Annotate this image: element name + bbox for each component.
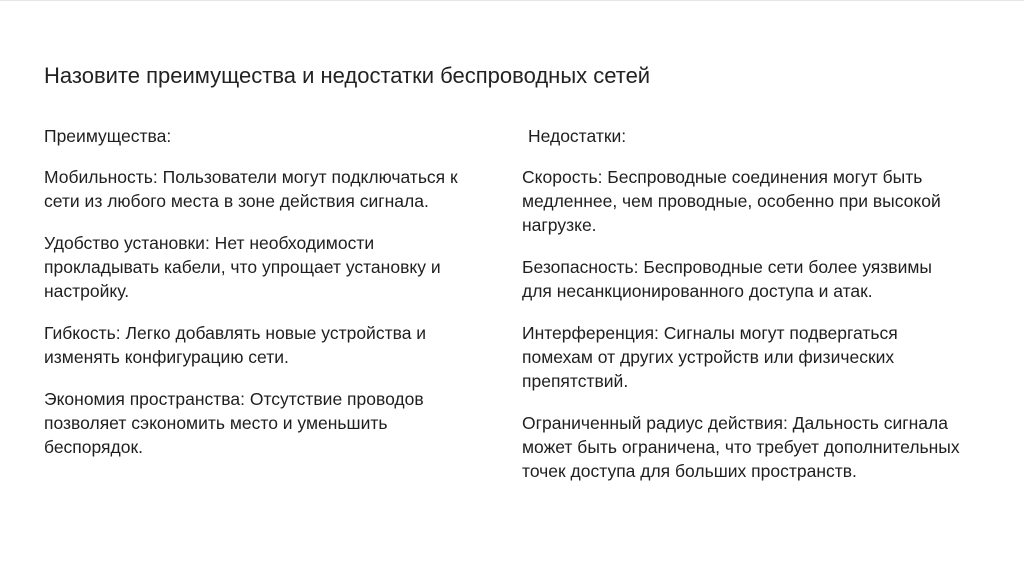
advantages-column [44,124,484,459]
slide-title: Назовите преимущества и недостатки беспроводных сетей [44,63,651,88]
advantages-heading: Преимущества: [44,126,172,146]
advantage-item-installation: Удобство установки: Нет необходимости прокладывать кабели, что упрощает установку и настройку. [44,233,441,301]
advantage-item-space: Экономия пространства: Отсутствие проводов позволяет сэкономить место и уменьшить беспорядок. [44,389,424,457]
disadvantage-item-range: Ограниченный радиус действия: Дальность сигнала может быть ограничена, что требует дополнительных точек доступа для больших пространств. [522,413,960,481]
disadvantage-item-speed: Скорость: Беспроводные соединения могут быть медленнее, чем проводные, особенно при высокой нагрузке. [522,167,941,235]
disadvantages-column [522,124,962,483]
advantage-item-mobility: Мобильность: Пользователи могут подключаться к сети из любого места в зоне действия сигнала. [44,167,458,211]
disadvantage-item-security: Безопасность: Беспроводные сети более уязвимы для несанкционированного доступа и атак. [522,257,932,301]
top-divider [0,0,1024,1]
disadvantages-heading: Недостатки: [528,126,627,146]
disadvantage-item-interference: Интерференция: Сигналы могут подвергаться помехам от других устройств или физических препятствий. [522,323,898,391]
advantage-item-flexibility: Гибкость: Легко добавлять новые устройства и изменять конфигурацию сети. [44,323,427,367]
